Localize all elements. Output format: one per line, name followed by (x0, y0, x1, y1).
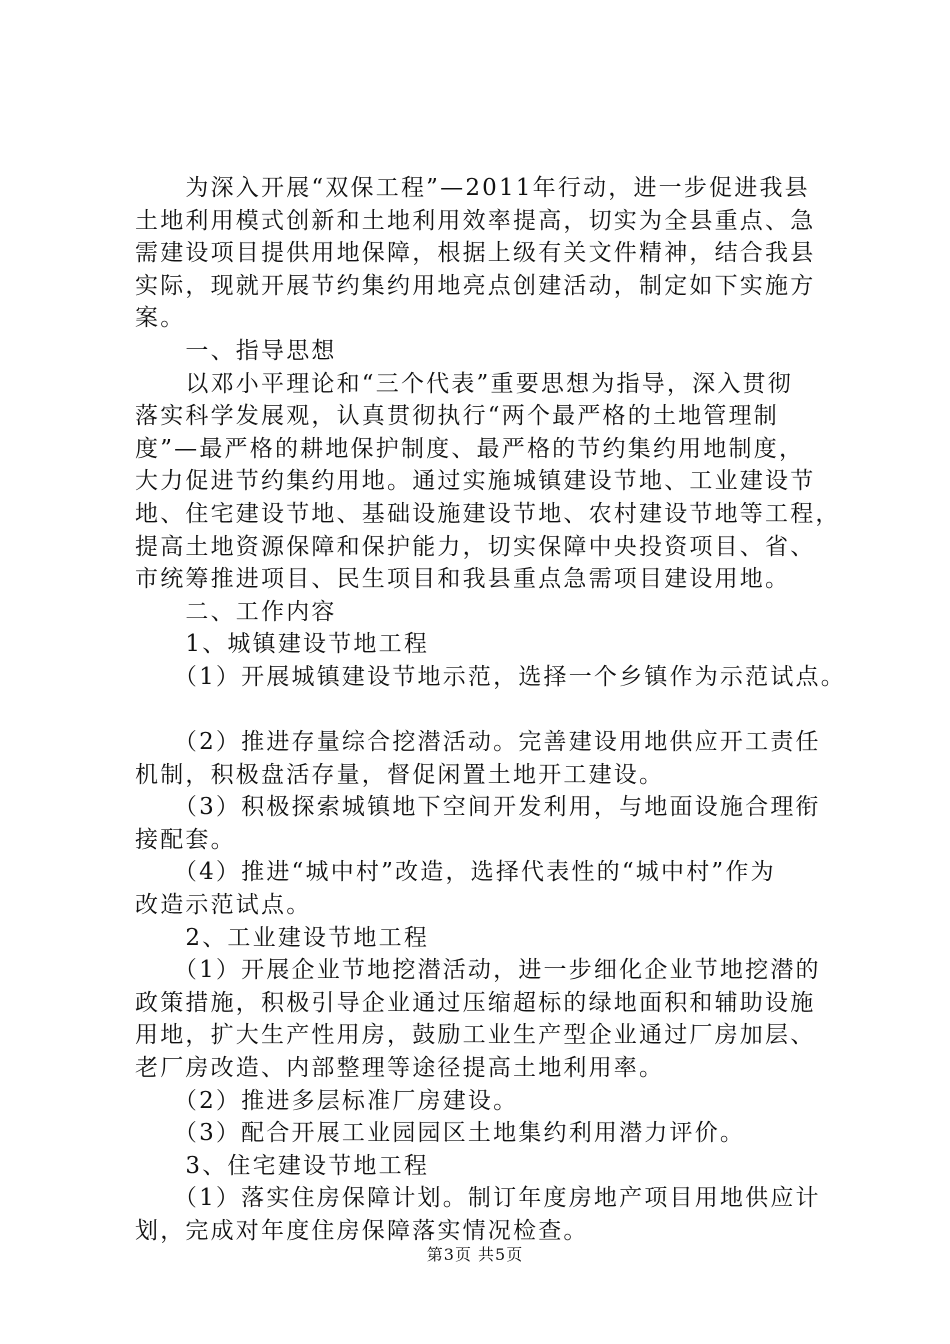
document-line: 需建设项目提供用地保障，根据上级有关文件精神，结合我县 (135, 240, 816, 267)
document-line: （3）积极探索城镇地下空间开发利用，与地面设施合理衔 (135, 794, 821, 821)
document-line: （1）落实住房保障计划。制订年度房地产项目用地供应计 (135, 1185, 821, 1212)
document-line: （3）配合开展工业园园区土地集约利用潜力评价。 (135, 1120, 746, 1147)
document-line: （1）开展城镇建设节地示范，选择一个乡镇作为示范试点。 (135, 663, 846, 690)
document-line: 接配套。 (135, 826, 236, 853)
document-line: 地、住宅建设节地、基础设施建设节地、农村建设节地等工程， (135, 500, 841, 527)
document-line: 度”—最严格的耕地保护制度、最严格的节约集约用地制度， (135, 435, 805, 462)
document-line: 大力促进节约集约用地。通过实施城镇建设节地、工业建设节 (135, 468, 816, 495)
document-line: 改造示范试点。 (135, 892, 312, 919)
document-line: 二、工作内容 (135, 598, 337, 625)
document-body (135, 172, 846, 1248)
document-line: 政策措施，积极引导企业通过压缩超标的绿地面积和辅助设施 (135, 989, 816, 1016)
document-line: 机制，积极盘活存量，督促闲置土地开工建设。 (135, 761, 665, 788)
document-line: 用地，扩大生产性用房，鼓励工业生产型企业通过厂房加层、 (135, 1022, 816, 1049)
document-line: （1）开展企业节地挖潜活动，进一步细化企业节地挖潜的 (135, 957, 821, 984)
document-line: 老厂房改造、内部整理等途径提高土地利用率。 (135, 1055, 665, 1082)
document-line: 提高土地资源保障和保护能力，切实保障中央投资项目、省、 (135, 533, 816, 560)
document-line: 案。 (135, 305, 186, 332)
document-line: 市统筹推进项目、民生项目和我县重点急需项目建设用地。 (135, 566, 791, 593)
page-footer: 第3页 共5页 (426, 1245, 524, 1264)
document-line: （2）推进多层标准厂房建设。 (135, 1087, 519, 1114)
document-line: 2、工业建设节地工程 (135, 924, 430, 951)
document-line: （2）推进存量综合挖潜活动。完善建设用地供应开工责任 (135, 729, 821, 756)
document-line: 3、住宅建设节地工程 (135, 1152, 430, 1179)
document-line: 1、城镇建设节地工程 (135, 631, 430, 658)
document-line: 落实科学发展观，认真贯彻执行“两个最严格的土地管理制 (135, 403, 779, 430)
document-line: 实际，现就开展节约集约用地亮点创建活动，制定如下实施方 (135, 272, 816, 299)
document-line: 一、指导思想 (135, 337, 337, 364)
document-line: 为深入开展“双保工程”—2011年行动，进一步促进我县 (135, 175, 810, 201)
document-line (135, 694, 835, 727)
document-line: （4）推进“城中村”改造，选择代表性的“城中村”作为 (135, 859, 776, 886)
document-line: 以邓小平理论和“三个代表”重要思想为指导，深入贯彻 (135, 370, 793, 397)
document-line: 土地利用模式创新和土地利用效率提高，切实为全县重点、急 (135, 207, 816, 234)
document-line: 划，完成对年度住房保障落实情况检查。 (135, 1218, 589, 1244)
